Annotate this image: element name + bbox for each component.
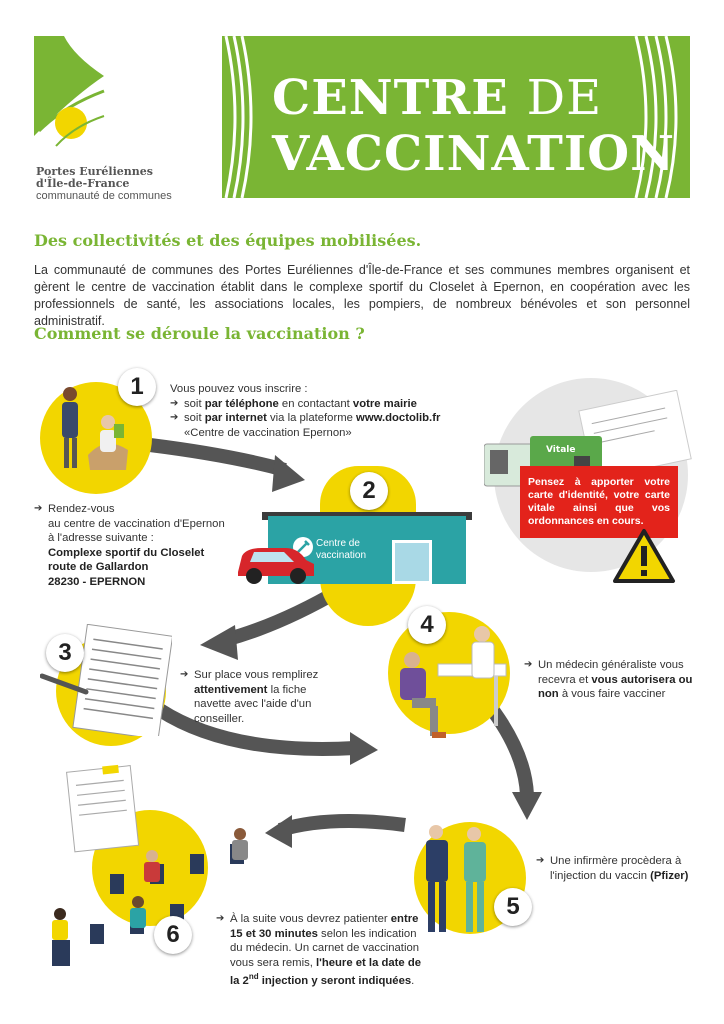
org-subtitle: communauté de communes bbox=[36, 190, 172, 202]
warning-triangle-icon bbox=[612, 528, 676, 584]
address-line2: route de Gallardon bbox=[48, 561, 149, 573]
title-light: DE bbox=[526, 70, 603, 126]
step2-number: 2 bbox=[350, 472, 388, 510]
step1-center-name: «Centre de vaccination Epernon» bbox=[184, 426, 352, 439]
doctor-consultation-icon bbox=[390, 620, 510, 750]
org-name-line1: Portes Euréliennes bbox=[36, 165, 153, 178]
step2-text: ➔ Rendez-vous au centre de vaccination d'Epernon à l'adresse suivante : Complexe sportif du Closelet route de Gallardon 28230 - EPERNON bbox=[34, 502, 254, 589]
step1-text: Vous pouvez vous inscrire : ➔ soit par téléphone en contactant votre mairie ➔ soit par internet via la plateforme www.doctolib.fr «Centre de vaccination Epernon» bbox=[170, 382, 500, 440]
address-line1: Complexe sportif du Closelet bbox=[48, 546, 205, 559]
step4-number: 4 bbox=[408, 606, 446, 644]
warning-box: Pensez à apporter votre carte d'identité, votre carte vitale ainsi que vos ordonnances en cours. bbox=[520, 466, 678, 538]
step4-text: ➔ Un médecin généraliste vous recevra et vous autorisera ou non à vous faire vacciner bbox=[524, 659, 693, 700]
building-label: Centre de vaccination bbox=[316, 538, 367, 561]
title-line2: VACCINATION bbox=[272, 126, 675, 182]
section2-heading: Comment se déroule la vaccination ? bbox=[34, 324, 365, 343]
step1-intro: Vous pouvez vous inscrire : bbox=[170, 383, 308, 395]
step1-number: 1 bbox=[118, 368, 156, 406]
building-door bbox=[392, 540, 432, 584]
vitale-card-label: Vitale bbox=[546, 445, 576, 455]
step6-text: ➔ À la suite vous devrez patienter entre 15 et 30 minutes selon les indication du médecin. Un carnet de vaccination vous sera remis, l'heure et la date de la 2nd injection y seront indiquées. bbox=[216, 913, 422, 987]
section1-heading: Des collectivités et des équipes mobilisées. bbox=[34, 231, 422, 250]
step6-number: 6 bbox=[154, 916, 192, 954]
org-name-line2: d'Île-de-France bbox=[36, 177, 130, 190]
step3-number: 3 bbox=[46, 634, 84, 672]
step5-text: ➔ Une infirmère procèdera à l'injection du vaccin (Pfizer) bbox=[536, 855, 689, 882]
step3-text: ➔ Sur place vous remplirez attentivement la fiche navette avec l'aide d'un conseiller. bbox=[180, 669, 319, 725]
address-line3: 28230 - EPERNON bbox=[48, 575, 146, 588]
red-car-icon bbox=[234, 542, 318, 586]
section1-body: La communauté de communes des Portes Euréliennes d'Île-de-France et ses communes membres organisent et gèrent le centre de vaccination établit dans le complexe sportif du Closelet à Epernon, en coopération avec les professionnels de santé, les associations locales, les pompiers, de nombreux bénévoles et son personnel administratif. bbox=[34, 263, 690, 328]
step5-number: 5 bbox=[494, 888, 532, 926]
title-bold: CENTRE bbox=[272, 70, 509, 126]
